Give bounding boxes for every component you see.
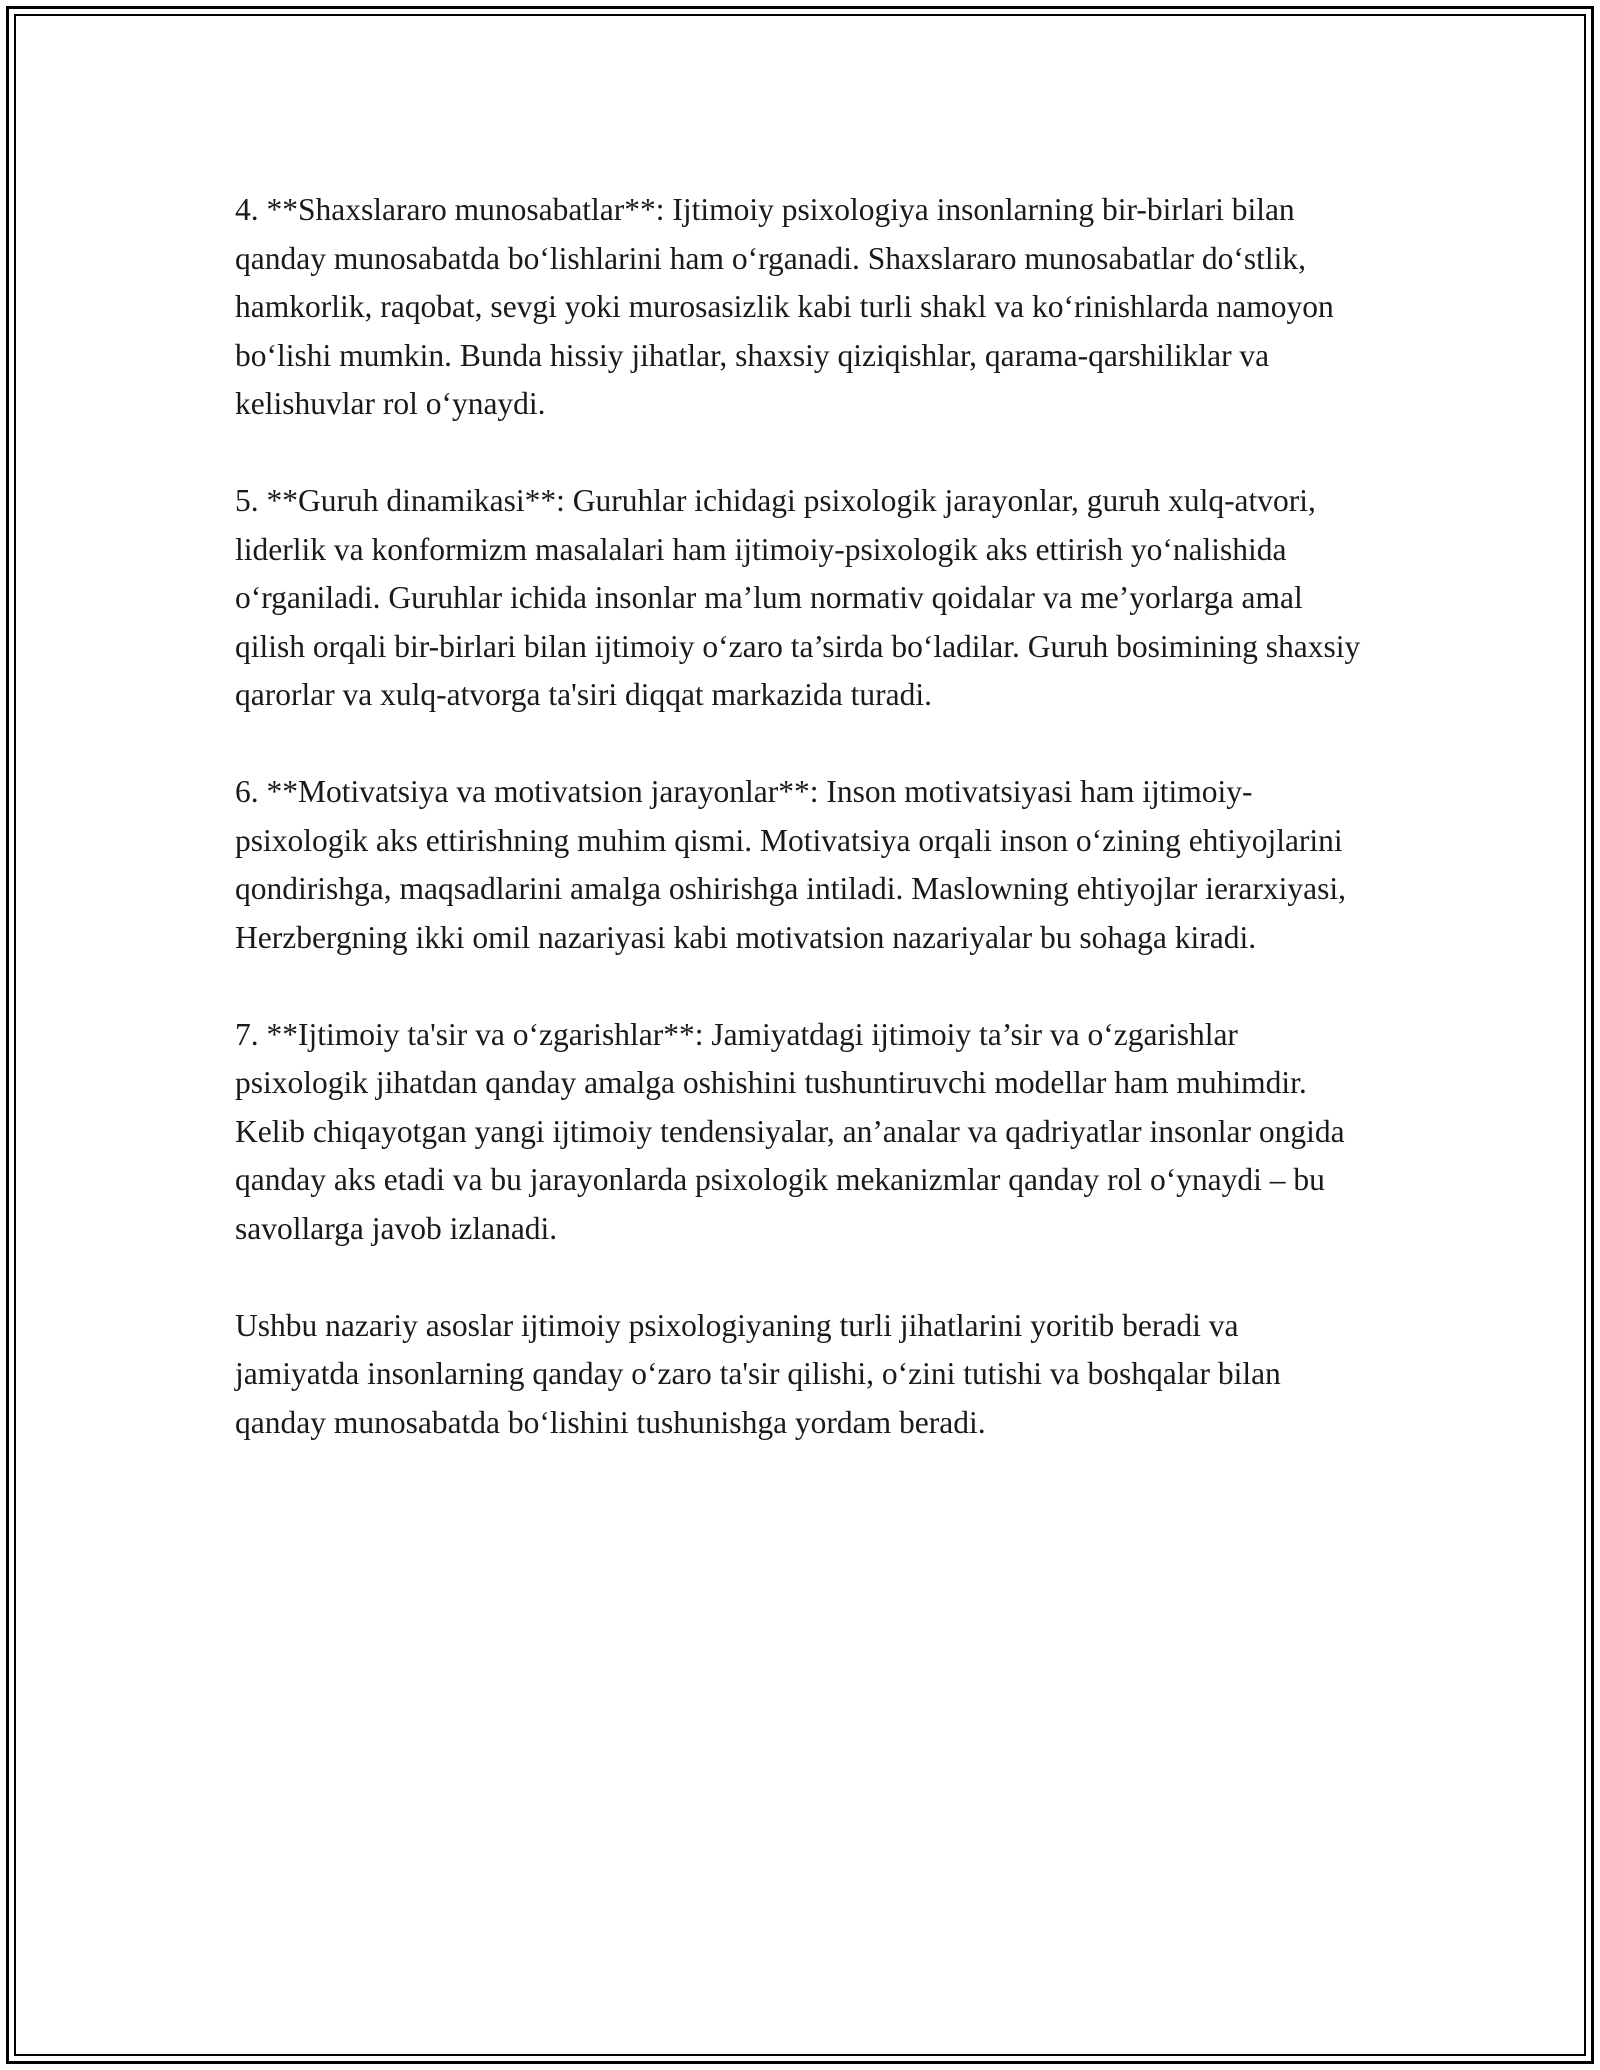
document-body <box>235 186 1370 1496</box>
paragraph-conclusion: Ushbu nazariy asoslar ijtimoiy psixologiyaning turli jihatlarini yoritib beradi va jamiyatda insonlarning qanday o‘zaro ta'sir qilishi, o‘zini tutishi va boshqalar bilan qanday munosabatda bo‘lishini tushunishga yordam beradi. <box>235 1307 1281 1440</box>
paragraph-motivation: 6. **Motivatsiya va motivatsion jarayonlar**: Inson motivatsiyasi ham ijtimoiy-psixologik aks ettirishning muhim qismi. Motivatsiya orqali inson o‘zining ehtiyojlarini qondirishga, maqsadlarini amalga oshirishga intiladi. Maslowning ehtiyojlar ierarxiyasi, Herzbergning ikki omil nazariyasi kabi motivatsion nazariyalar bu sohaga kiradi. <box>235 774 1347 955</box>
paragraph-group-dynamics: 5. **Guruh dinamikasi**: Guruhlar ichidagi psixologik jarayonlar, guruh xulq-atvori, liderlik va konformizm masalalari ham ijtimoiy-psixologik aks ettirish yo‘nalishida o‘rganiladi. Guruhlar ichida insonlar ma’lum normativ qoidalar va me’yorlarga amal qilish orqali bir-birlari bilan ijtimoiy o‘zaro ta’sirda bo‘ladilar. Guruh bosimining shaxsiy qarorlar va xulq-atvorga ta'siri diqqat markazida turadi. <box>235 483 1361 712</box>
paragraph-interpersonal-relations: 4. **Shaxslararo munosabatlar**: Ijtimoiy psixologiya insonlarning bir-birlari bilan qanday munosabatda bo‘lishlarini ham o‘rganadi. Shaxslararo munosabatlar do‘stlik, hamkorlik, raqobat, sevgi yoki murosasizlik kabi turli shakl va ko‘rinishlarda namoyon bo‘lishi mumkin. Bunda hissiy jihatlar, shaxsiy qiziqishlar, qarama-qarshiliklar va kelishuvlar rol o‘ynaydi. <box>235 192 1334 421</box>
paragraph-social-influence: 7. **Ijtimoiy ta'sir va o‘zgarishlar**: Jamiyatdagi ijtimoiy ta’sir va o‘zgarishlar psixologik jihatdan qanday amalga oshishini tushuntiruvchi modellar ham muhimdir. Kelib chiqayotgan yangi ijtimoiy tendensiyalar, an’analar va qadriyatlar insonlar ongida qanday aks etadi va bu jarayonlarda psixologik mekanizmlar qanday rol o‘ynaydi – bu savollarga javob izlanadi. <box>235 1016 1345 1246</box>
